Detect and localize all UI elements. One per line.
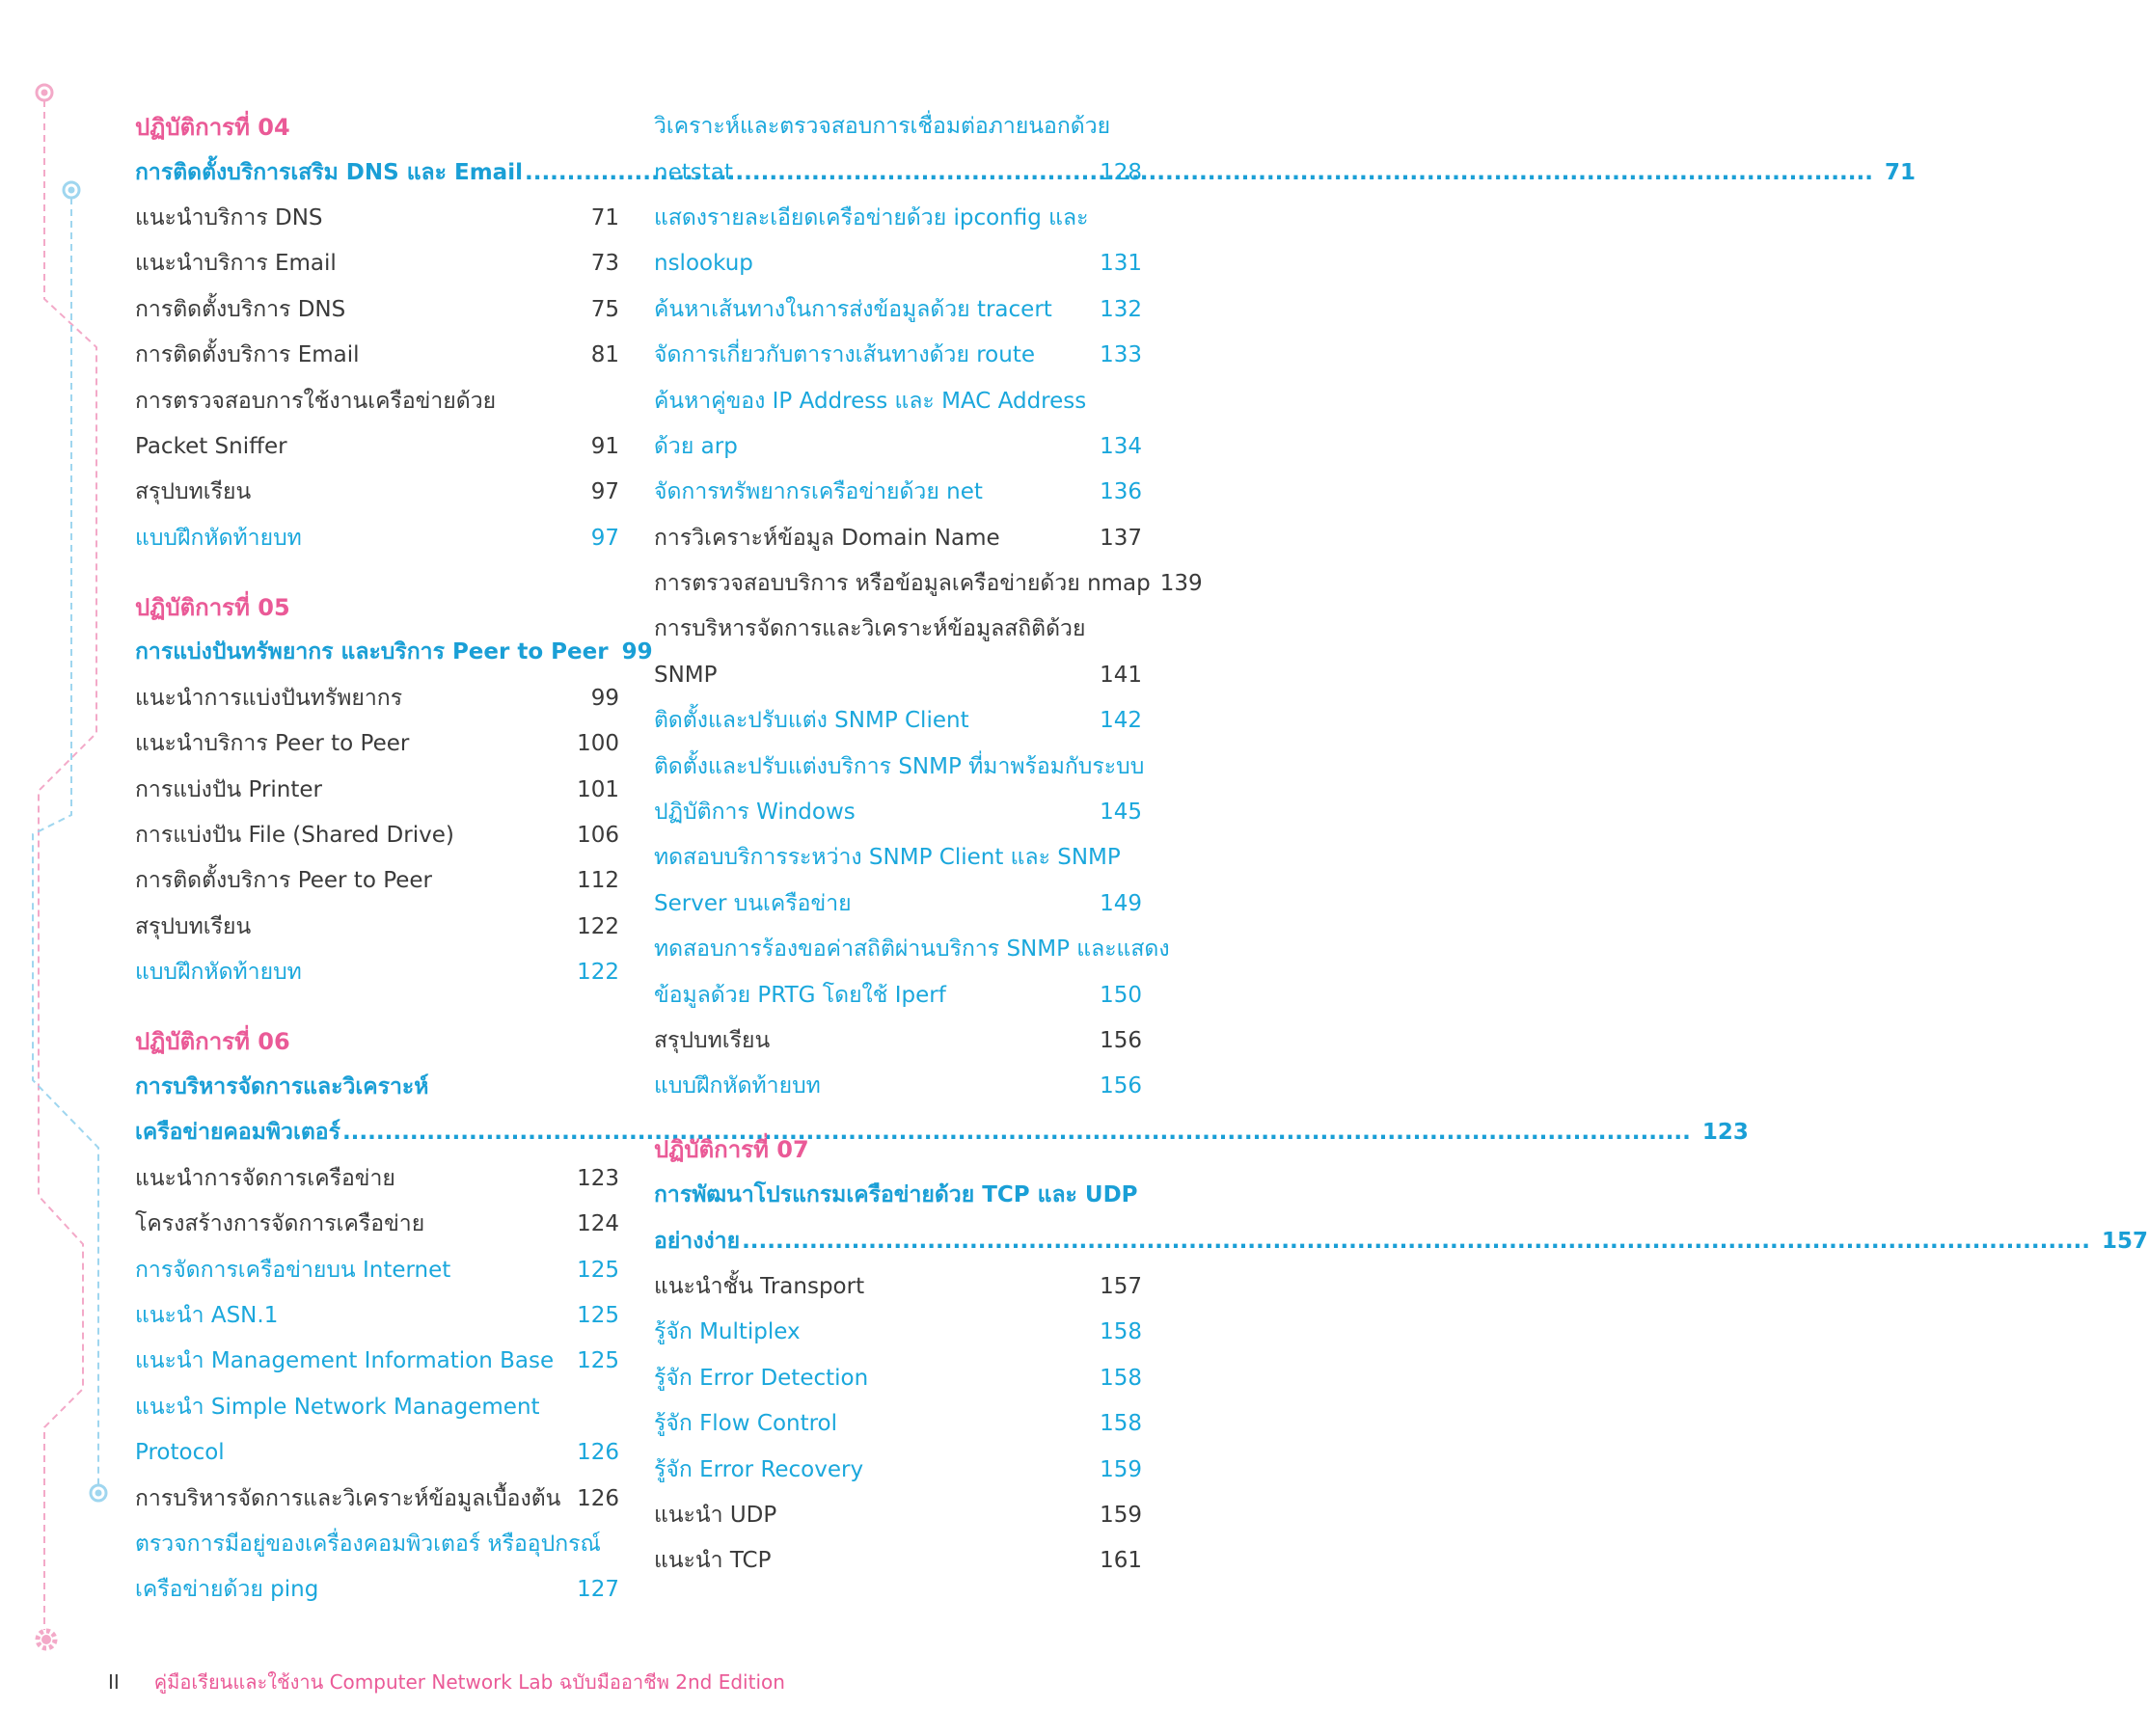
toc-entry[interactable]: แนะนำ Management Information Base 125 (135, 1348, 619, 1374)
spacer (135, 995, 619, 1018)
toc-entry[interactable]: รู้จัก Error Detection 158 (654, 1365, 1142, 1391)
toc-entry[interactable]: แนะนำการแบ่งปันทรัพยากร 99 (135, 685, 619, 711)
toc-entry[interactable]: แสดงรายละเอียดเครือข่ายด้วย ipconfig และ (654, 204, 1089, 231)
toc-entry[interactable]: SNMP 141 (654, 662, 1142, 688)
dot-leader (742, 1231, 2090, 1253)
toc-entry[interactable]: แนะนำ Simple Network Management (135, 1394, 540, 1420)
chapter-heading-line2[interactable]: อย่างง่าย ..... 157 (654, 1218, 1142, 1263)
section-05 (135, 584, 653, 996)
toc-entry[interactable]: แนะนำบริการ DNS 71 (135, 204, 619, 231)
toc-entry[interactable]: รู้จัก Error Recovery 159 (654, 1456, 1142, 1482)
toc-entry[interactable]: แนะนำชั้น Transport 157 (654, 1273, 1142, 1299)
toc-entry[interactable]: ปฏิบัติการ Windows 145 (654, 800, 1142, 826)
section-label: ปฏิบัติการที่ 05 (135, 593, 290, 621)
toc-entry[interactable]: ทดสอบบริการระหว่าง SNMP Client และ SNMP (654, 845, 1121, 871)
toc-entry[interactable]: การวิเคราะห์ข้อมูล Domain Name 137 (654, 525, 1142, 551)
toc-entry[interactable]: nslookup 131 (654, 251, 1142, 277)
toc-entry[interactable]: การบริหารจัดการและวิเคราะห์ข้อมูลเบื้องต้น 126 (135, 1485, 619, 1511)
chapter-heading[interactable]: การติดตั้งบริการเสริม DNS และ Email ..... 71 (135, 149, 619, 195)
toc-entry[interactable]: ติดตั้งและปรับแต่งบริการ SNMP ที่มาพร้อมกับระบบ (654, 753, 1145, 779)
toc-entry[interactable]: แนะนำบริการ Peer to Peer 100 (135, 731, 619, 757)
toc-entry[interactable]: แนะนำ UDP 159 (654, 1502, 1142, 1528)
toc-entry[interactable]: จัดการทรัพยากรเครือข่ายด้วย net 136 (654, 479, 1142, 505)
toc-entry[interactable]: ตรวจการมีอยู่ของเครื่องคอมพิวเตอร์ หรืออุปกรณ์ (135, 1531, 601, 1557)
toc-entry[interactable]: รู้จัก Multiplex 158 (654, 1319, 1142, 1345)
toc-entry[interactable]: เครือข่ายด้วย ping 127 (135, 1577, 619, 1603)
section-label: ปฏิบัติการที่ 07 (654, 1136, 809, 1164)
toc-entry[interactable]: แบบฝึกหัดท้ายบท 156 (654, 1073, 1142, 1099)
toc-entry[interactable]: การตรวจสอบบริการ หรือข้อมูลเครือข่ายด้วย nmap 139 (654, 571, 1203, 597)
toc-entry[interactable]: การแบ่งปัน File (Shared Drive) 106 (135, 823, 619, 849)
book-title: คู่มือเรียนและใช้งาน Computer Network Lab ฉบับมืออาชีพ 2nd Edition (153, 1670, 785, 1694)
toc-entry[interactable]: สรุปบทเรียน 156 (654, 1028, 1142, 1053)
pink-gear-icon (38, 1631, 55, 1648)
toc-entry[interactable]: Protocol 126 (135, 1440, 619, 1466)
toc-entry[interactable]: จัดการเกี่ยวกับตารางเส้นทางด้วย route 133 (654, 342, 1142, 368)
toc-entry[interactable]: ค้นหาคู่ของ IP Address และ MAC Address (654, 388, 1087, 414)
toc-entry[interactable]: ทดสอบการร้องขอค่าสถิติผ่านบริการ SNMP และแสดง (654, 936, 1170, 963)
toc-entry[interactable]: ติดตั้งและปรับแต่ง SNMP Client 142 (654, 708, 1142, 734)
page-footer (108, 1667, 785, 1697)
toc-entry[interactable]: วิเคราะห์และตรวจสอบการเชื่อมต่อภายนอกด้วย (654, 114, 1111, 140)
toc-entry[interactable]: โครงสร้างการจัดการเครือข่าย 124 (135, 1211, 619, 1237)
section-label: ปฏิบัติการที่ 04 (135, 113, 290, 141)
toc-entry[interactable]: การติดตั้งบริการ DNS 75 (135, 296, 619, 322)
toc-entry[interactable]: สรุปบทเรียน 122 (135, 913, 619, 939)
toc-entry[interactable]: แนะนำ ASN.1 125 (135, 1302, 619, 1328)
chapter-heading-line2[interactable]: เครือข่ายคอมพิวเตอร์ ..... 123 (135, 1110, 619, 1155)
toc-entry[interactable]: สรุปบทเรียน 97 (135, 479, 619, 505)
toc-entry[interactable]: ค้นหาเส้นทางในการส่งข้อมูลด้วย tracert 132 (654, 296, 1142, 322)
section-label: ปฏิบัติการที่ 06 (135, 1028, 290, 1056)
toc-entry[interactable]: ข้อมูลด้วย PRTG โดยใช้ Iperf 150 (654, 982, 1142, 1008)
toc-entry[interactable]: รู้จัก Flow Control 158 (654, 1411, 1142, 1437)
toc-entry[interactable]: ด้วย arp 134 (654, 433, 1142, 459)
toc-entry[interactable]: การบริหารจัดการและวิเคราะห์ข้อมูลสถิติด้วย (654, 616, 1086, 642)
decorative-circuit-lines (0, 0, 154, 1736)
toc-entry[interactable]: แบบฝึกหัดท้ายบท 97 (135, 525, 619, 551)
spacer (654, 1110, 1142, 1127)
spacer (135, 561, 619, 584)
toc-entry[interactable]: netstat 128 (654, 159, 1142, 185)
toc-entry[interactable]: การแบ่งปัน Printer 101 (135, 776, 619, 802)
section-07 (654, 1127, 2148, 1585)
toc-entry[interactable]: การติดตั้งบริการ Email 81 (135, 342, 619, 368)
toc-entry[interactable]: แนะนำบริการ Email 73 (135, 251, 619, 277)
section-06-continued (654, 104, 1203, 1110)
toc-entry[interactable]: การติดตั้งบริการ Peer to Peer 112 (135, 868, 619, 894)
toc-entry[interactable]: แบบฝึกหัดท้ายบท 122 (135, 960, 619, 986)
toc-entry[interactable]: แนะนำการจัดการเครือข่าย 123 (135, 1165, 619, 1191)
toc-entry[interactable]: แนะนำ TCP 161 (654, 1548, 1142, 1574)
chapter-heading-line1[interactable]: การบริหารจัดการและวิเคราะห์ (135, 1074, 429, 1099)
chapter-heading[interactable]: การแบ่งปันทรัพยากร และบริการ Peer to Peer 99 (135, 639, 653, 665)
toc-entry[interactable]: Packet Sniffer 91 (135, 433, 619, 459)
toc-entry[interactable]: Server บนเครือข่าย 149 (654, 890, 1142, 916)
toc-entry[interactable]: การจัดการเครือข่ายบน Internet 125 (135, 1257, 619, 1283)
page-number: II (108, 1670, 120, 1694)
toc-entry[interactable]: การตรวจสอบการใช้งานเครือข่ายด้วย (135, 388, 497, 414)
chapter-heading-line1[interactable]: การพัฒนาโปรแกรมเครือข่ายด้วย TCP และ UDP (654, 1182, 1138, 1208)
